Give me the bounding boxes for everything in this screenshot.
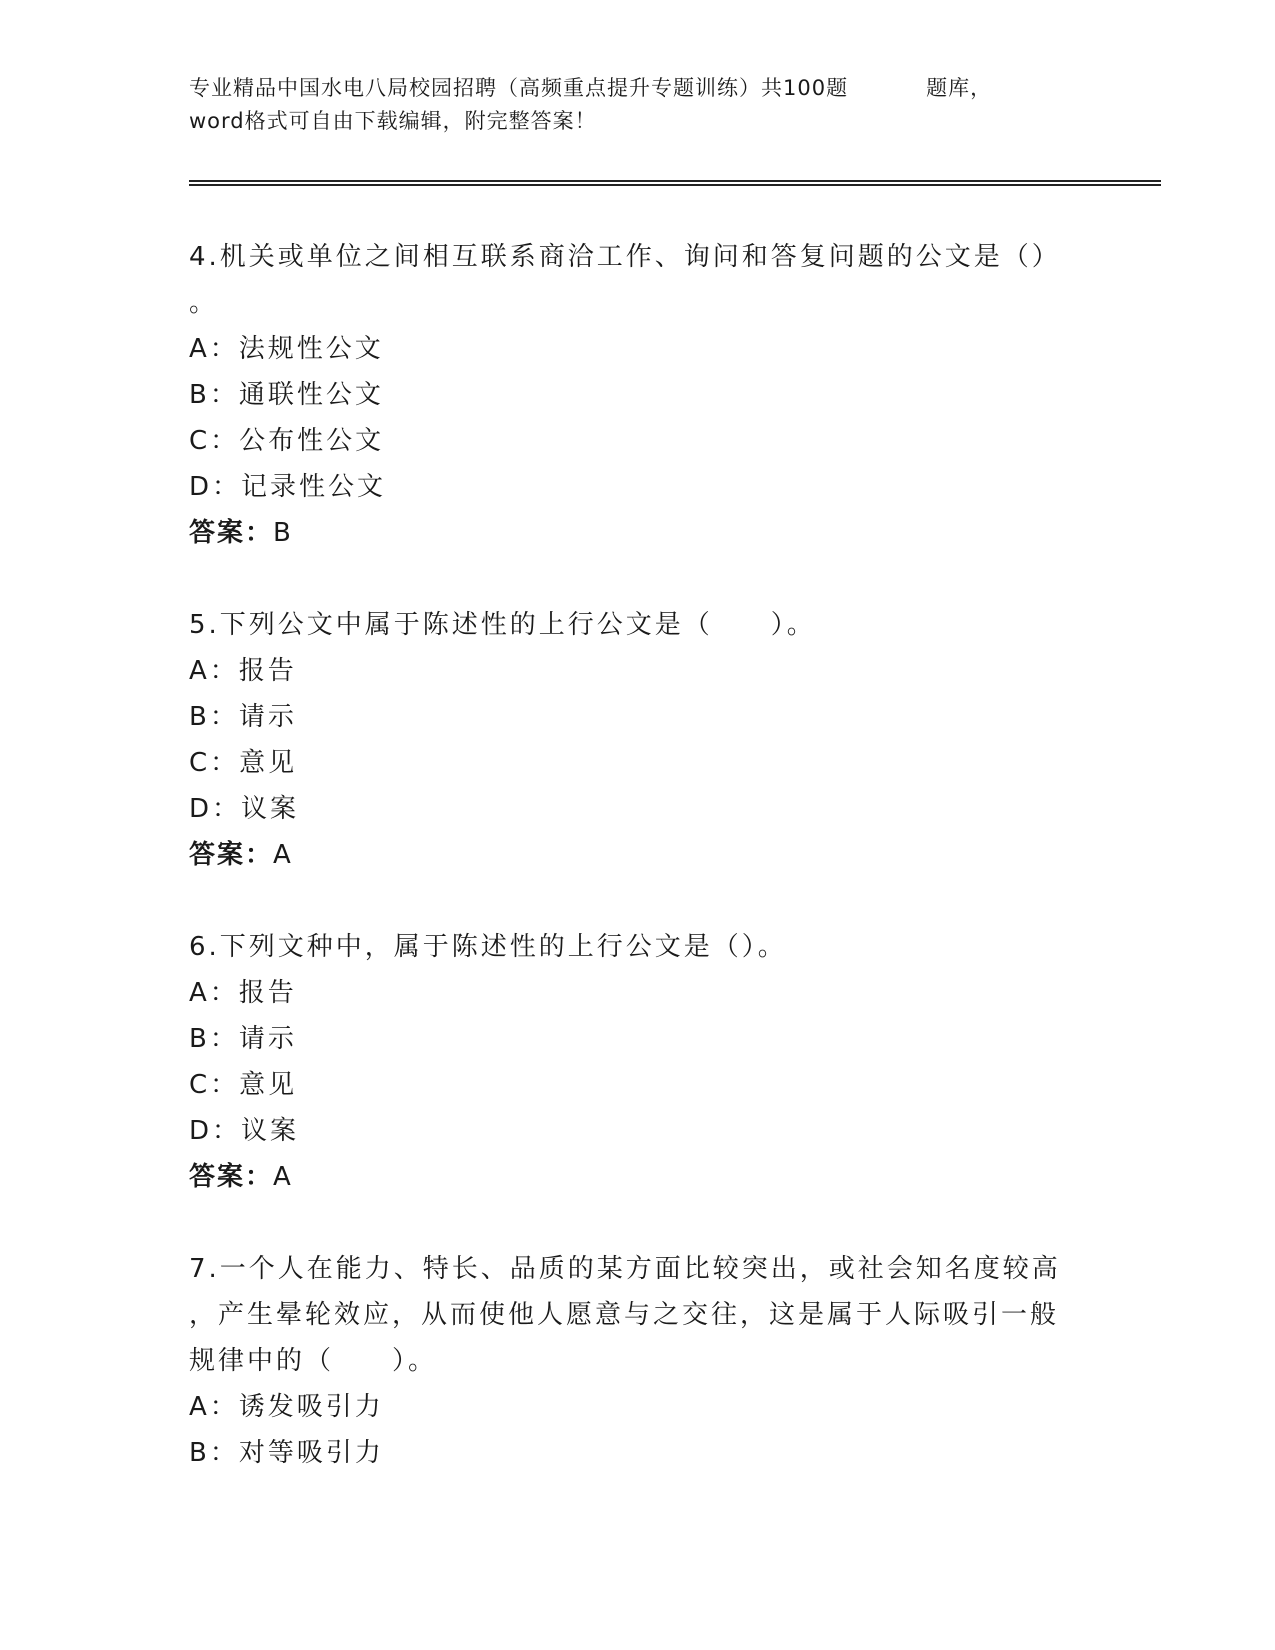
header-line-1 — [189, 72, 1089, 105]
option-a: A：诱发吸引力 — [189, 1392, 384, 1422]
question-stem-line: 规律中的（ ）。 — [189, 1346, 438, 1376]
question-stem-line: ，产生晕轮效应，从而使他人愿意与之交往，这是属于人际吸引一般 — [189, 1300, 1060, 1330]
option-b: B：对等吸引力 — [189, 1438, 384, 1468]
question-6 — [189, 924, 1089, 1200]
option-d: D：议案 — [189, 794, 300, 824]
answer-line — [189, 832, 1089, 878]
option-c: C：意见 — [189, 1070, 298, 1100]
option-a: A：报告 — [189, 656, 297, 686]
answer-line — [189, 510, 1089, 556]
answer-value: A — [273, 840, 293, 870]
header-divider-top — [189, 180, 1161, 182]
question-7 — [189, 1246, 1089, 1476]
option-d: D：议案 — [189, 1116, 300, 1146]
option-b: B：请示 — [189, 702, 297, 732]
option-a: A：报告 — [189, 978, 297, 1008]
question-stem-line: 7.一个人在能力、特长、品质的某方面比较突出，或社会知名度较高 — [189, 1254, 1061, 1284]
question-4 — [189, 234, 1089, 556]
header-divider-bottom — [189, 184, 1161, 186]
option-c: C：公布性公文 — [189, 426, 385, 456]
question-stem-line: 4.机关或单位之间相互联系商洽工作、询问和答复问题的公文是（） — [189, 242, 1061, 272]
header-title: 专业精品中国水电八局校园招聘（高频重点提升专题训练）共100题 — [189, 76, 849, 100]
option-c: C：意见 — [189, 748, 298, 778]
question-stem-line: 6.下列文种中，属于陈述性的上行公文是（）。 — [189, 932, 787, 962]
answer-label: 答案： — [189, 1162, 274, 1192]
question-list — [189, 234, 1089, 1522]
answer-line — [189, 1154, 1089, 1200]
answer-value: B — [273, 518, 293, 548]
question-5 — [189, 602, 1089, 878]
option-b: B：通联性公文 — [189, 380, 384, 410]
question-stem-line: 5.下列公文中属于陈述性的上行公文是（ ）。 — [189, 610, 816, 640]
answer-label: 答案： — [189, 518, 274, 548]
answer-label: 答案： — [189, 840, 274, 870]
option-d: D：记录性公文 — [189, 472, 387, 502]
option-a: A：法规性公文 — [189, 334, 384, 364]
option-b: B：请示 — [189, 1024, 297, 1054]
document-header — [189, 72, 1089, 138]
question-stem-line: 。 — [189, 288, 219, 318]
answer-value: A — [273, 1162, 293, 1192]
header-title-suffix: 题库， — [926, 76, 993, 100]
header-line-2: word格式可自由下载编辑，附完整答案！ — [189, 109, 597, 133]
